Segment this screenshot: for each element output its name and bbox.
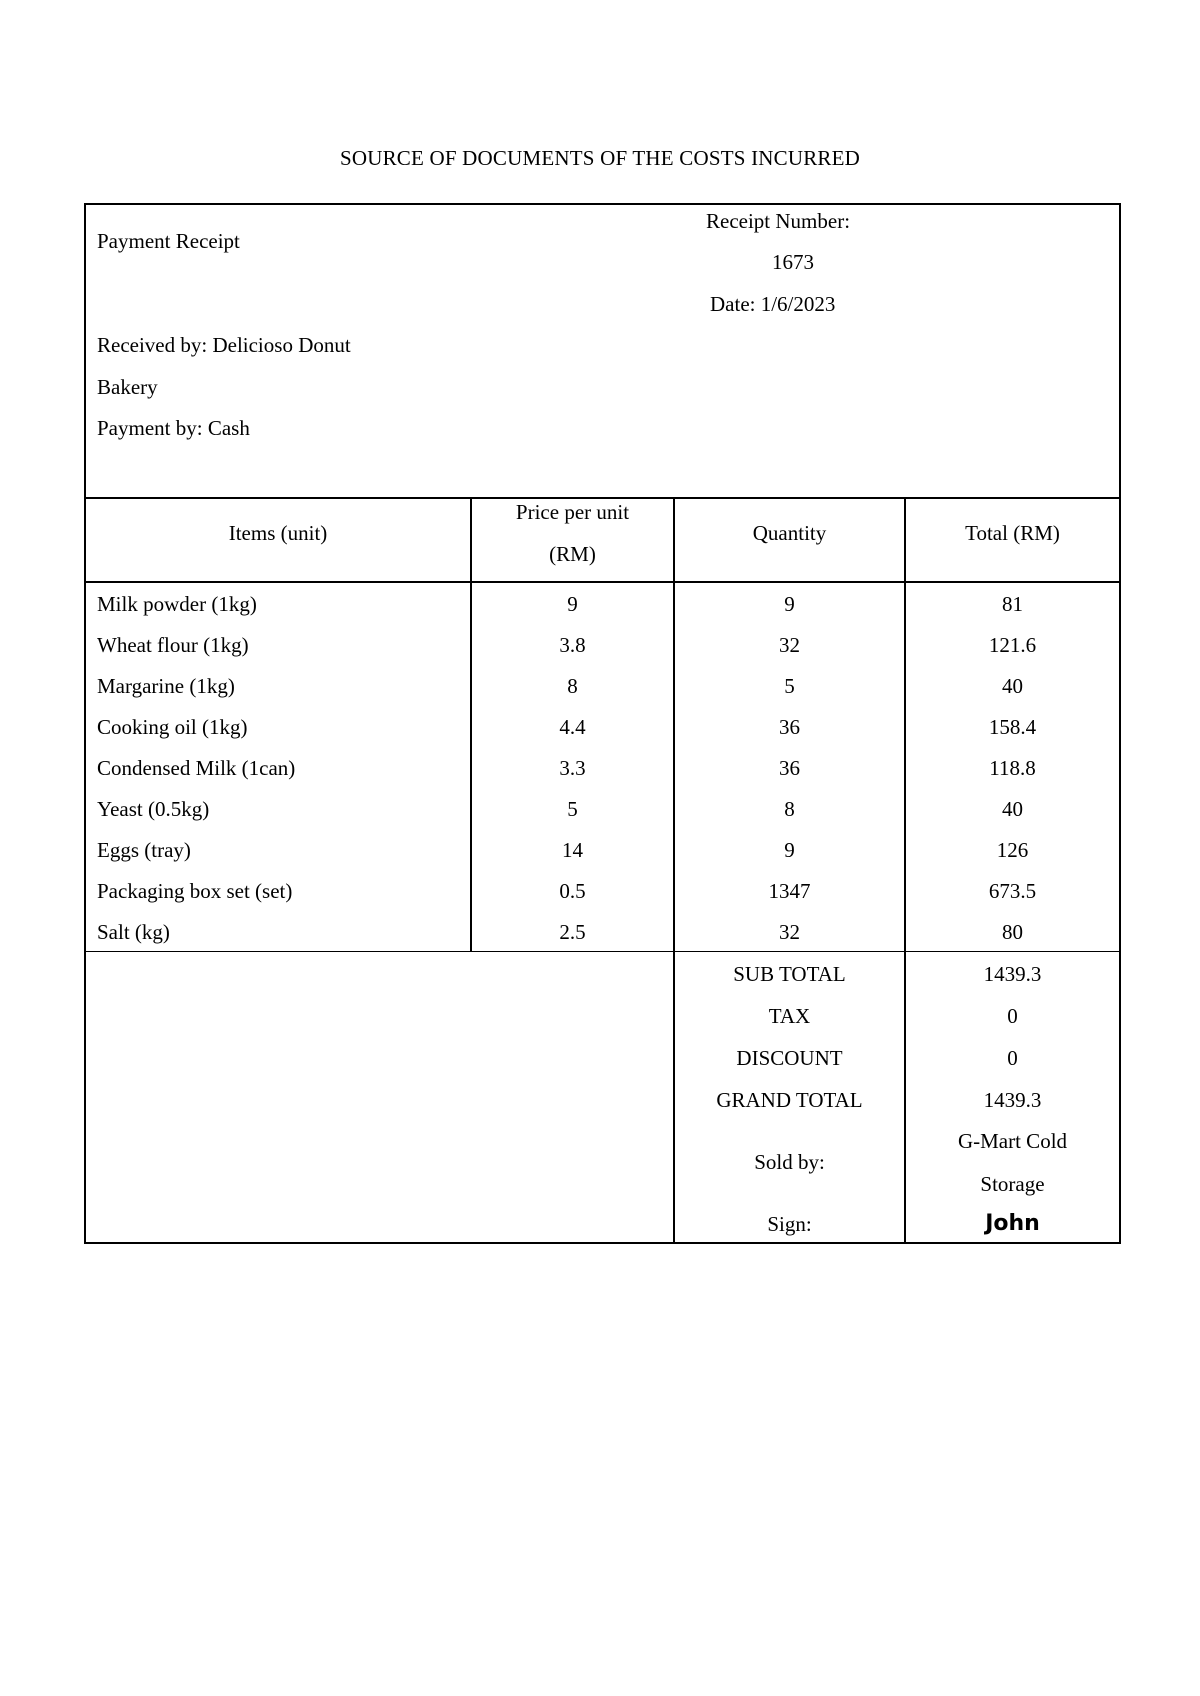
subtotal-value: 1439.3 [983, 962, 1042, 986]
item-quantity: 1347 [768, 879, 811, 903]
header-top-rule [86, 497, 1119, 499]
item-quantity: 5 [784, 674, 795, 698]
sold-by-line1: G-Mart Cold [957, 1129, 1068, 1153]
item-quantity: 9 [784, 592, 795, 616]
discount-value: 0 [1007, 1046, 1018, 1070]
received-by-line1: Received by: Delicioso Donut [97, 333, 351, 357]
grand-total-label: GRAND TOTAL [716, 1088, 863, 1112]
item-name: Wheat flour (1kg) [97, 633, 249, 657]
item-total: 40 [1002, 797, 1023, 821]
item-quantity: 8 [784, 797, 795, 821]
item-name: Eggs (tray) [97, 838, 191, 862]
item-total: 121.6 [988, 633, 1037, 657]
item-total: 673.5 [988, 879, 1037, 903]
document-title: SOURCE OF DOCUMENTS OF THE COSTS INCURRED [339, 146, 861, 170]
item-total: 40 [1002, 674, 1023, 698]
header-items: Items (unit) [228, 521, 328, 545]
subtotal-label: SUB TOTAL [733, 962, 846, 986]
sold-by-label: Sold by: [754, 1150, 825, 1174]
discount-label: DISCOUNT [736, 1046, 843, 1070]
item-price: 2.5 [559, 920, 586, 944]
payment-method: Payment by: Cash [97, 416, 250, 440]
item-total: 80 [1002, 920, 1023, 944]
item-name: Milk powder (1kg) [97, 592, 257, 616]
item-quantity: 36 [779, 715, 800, 739]
header-price-line1: Price per unit [515, 500, 630, 524]
receipt-number-label: Receipt Number: [706, 209, 851, 233]
item-price: 14 [562, 838, 583, 862]
item-total: 158.4 [988, 715, 1037, 739]
signature: John [985, 1211, 1040, 1236]
item-name: Salt (kg) [97, 920, 170, 944]
item-name: Packaging box set (set) [97, 879, 293, 903]
sold-by-line2: Storage [980, 1172, 1045, 1196]
item-price: 5 [567, 797, 578, 821]
item-name: Yeast (0.5kg) [97, 797, 210, 821]
item-name: Condensed Milk (1can) [97, 756, 296, 780]
item-name: Cooking oil (1kg) [97, 715, 248, 739]
item-price: 3.8 [559, 633, 586, 657]
item-price: 3.3 [559, 756, 586, 780]
header-bottom-rule [86, 581, 1119, 583]
sign-label: Sign: [767, 1212, 812, 1236]
receipt-date: Date: 1/6/2023 [710, 292, 836, 316]
item-price: 9 [567, 592, 578, 616]
tax-label: TAX [768, 1004, 811, 1028]
item-total: 126 [996, 838, 1029, 862]
header-price-line2: (RM) [549, 542, 596, 566]
grand-total-value: 1439.3 [983, 1088, 1042, 1112]
payment-receipt [84, 203, 1121, 1244]
header-quantity: Quantity [752, 521, 827, 545]
item-name: Margarine (1kg) [97, 674, 235, 698]
item-price: 4.4 [559, 715, 586, 739]
item-quantity: 32 [779, 920, 800, 944]
tax-value: 0 [1007, 1004, 1018, 1028]
item-quantity: 9 [784, 838, 795, 862]
item-total: 81 [1002, 592, 1023, 616]
item-total: 118.8 [989, 756, 1036, 780]
received-by-line2: Bakery [97, 375, 158, 399]
item-quantity: 36 [779, 756, 800, 780]
header-total: Total (RM) [965, 521, 1060, 545]
receipt-heading: Payment Receipt [97, 229, 240, 253]
item-price: 0.5 [559, 879, 586, 903]
item-price: 8 [567, 674, 578, 698]
item-quantity: 32 [779, 633, 800, 657]
receipt-number: 1673 [772, 250, 814, 274]
